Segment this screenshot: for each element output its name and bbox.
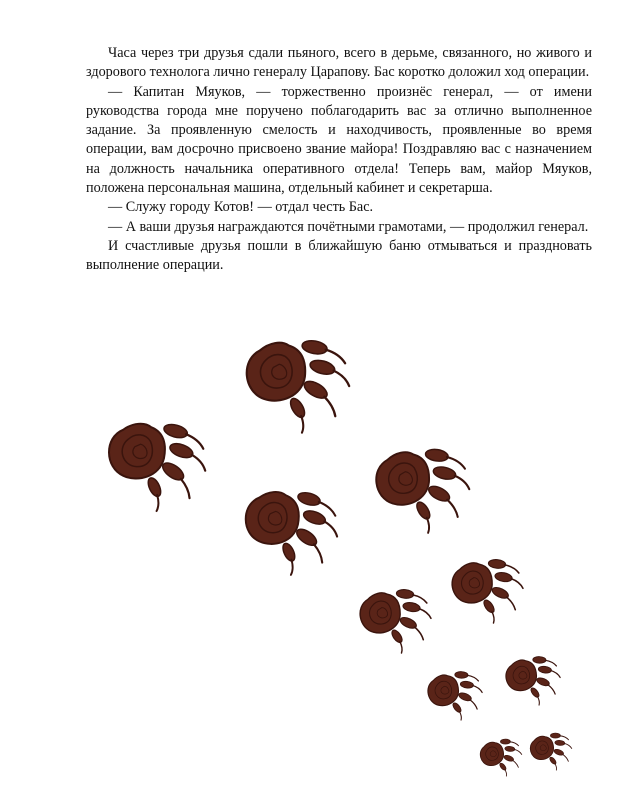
paw-print-6 [448, 552, 530, 631]
paw-print-3 [243, 487, 340, 579]
paw-print-5 [356, 582, 438, 661]
paw-print-4 [371, 440, 476, 541]
paw-print-7 [424, 665, 488, 727]
paw-print-10 [527, 728, 577, 776]
paragraph-3: — Служу городу Котов! — отдал честь Бас. [108, 199, 374, 216]
paragraph-2: — Капитан Мяуков, — торжественно произнёс генерал, — от имени руководства города мне поручено поблагодарить вас за отлично выполненное задание. За проявленную смелость и находчивость, проявленные во время операции, вам досрочно присвоено звание майора! Поздравляю вас с назначением на должность начальника оперативного отдела! Теперь вам, майор Мяуков, положена персональная машина, отдельный кабинет и секретарша. [86, 83, 592, 197]
paw-print-1 [242, 332, 356, 441]
paragraph-1: Часа через три друзья сдали пьяного, всего в дерьме, связанного, но живого и здорового технолога лично генералу Царапову. Бас коротко доложил ход операции. [86, 45, 592, 81]
paw-print-8 [502, 650, 566, 712]
paragraph-4: — А ваши друзья награждаются почётными грамотами, — продолжил генерал. [108, 218, 589, 235]
paw-print-2 [107, 418, 209, 514]
paw-print-9 [477, 734, 527, 782]
paragraph-5: И счастливые друзья пошли в ближайшую баню отмываться и праздновать выполнение операции. [86, 237, 592, 274]
